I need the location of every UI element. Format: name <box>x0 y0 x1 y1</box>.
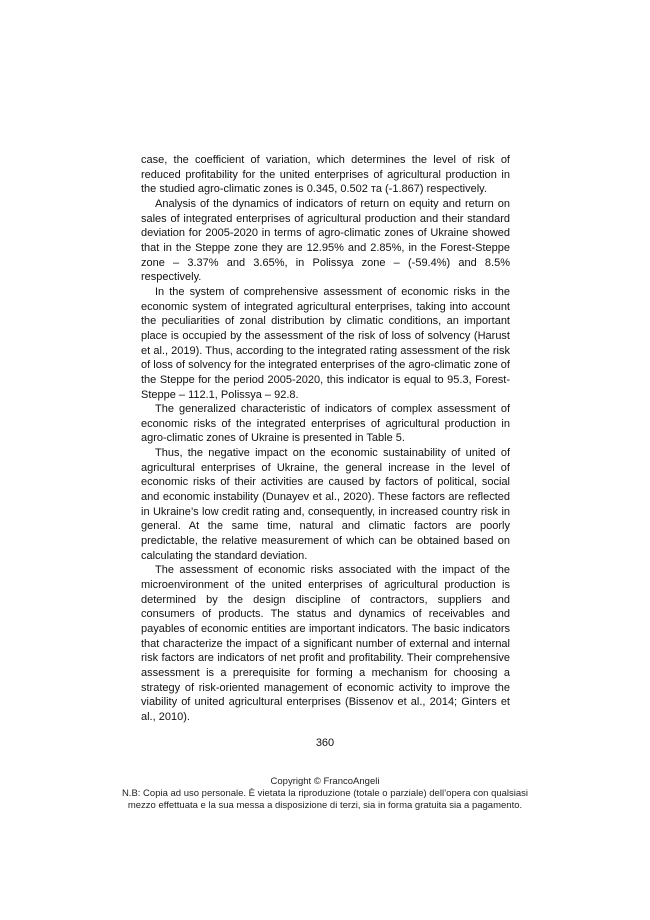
footer-copyright: Copyright © FrancoAngeli <box>270 776 380 787</box>
footer-notice-line-1: N.B: Copia ad uso personale. È vietata la riproduzione (totale o parziale) dell’opera con qualsiasi <box>121 788 529 799</box>
footer-notice-line-2: mezzo effettuata e la sua messa a disposizione di terzi, sia in forma gratuita sia a pagamento. <box>127 800 523 811</box>
paragraph-3: In the system of comprehensive assessment of economic risks in the economic system of integrated agricultural enterprises, taking into account the peculiarities of zonal distribution by climatic conditions, an important place is occupied by the assessment of the risk of loss of solvency (Harust et al., 2019). Thus, according to the integrated rating assessment of the risk of loss of solvency for the integrated enterprises of the agro-climatic zone of the Steppe for the period 2005-2020, this indicator is equal to 95.3, Forest-Steppe – 112.1, Polissya – 92.8. <box>141 285 510 401</box>
paragraph-1: case, the coefficient of variation, which determines the level of risk of reduced profitability for the united enterprises of agricultural production in the studied agro-climatic zones is 0.345, 0.502 та (-1.867) respectively. <box>141 154 510 196</box>
page-number: 360 <box>315 737 335 749</box>
paragraph-2: Analysis of the dynamics of indicators of return on equity and return on sales of integrated enterprises of agricultural production and their standard deviation for 2005-2020 in terms of agro-climatic zones of Ukraine showed that in the Steppe zone they are 12.95% and 2.85%, in the Forest-Steppe zone – 3.37% and 3.65%, in Polissya zone – (-59.4%) and 8.5% respectively. <box>141 197 510 284</box>
paragraph-4: The generalized characteristic of indicators of complex assessment of economic risks of the integrated enterprises of agricultural production in agro-climatic zones of Ukraine is presented in Table 5. <box>141 403 510 445</box>
footer <box>0 776 650 812</box>
paragraph-5: Thus, the negative impact on the economic sustainability of united of agricultural enterprises of Ukraine, the general increase in the level of economic risks of their activities are caused by factors of political, social and economic instability (Dunayev et al., 2020). These factors are reflected in Ukraine’s low credit rating and, consequently, in increased country risk in general. At the same time, natural and climatic factors are poorly predictable, the relative measurement of which can be obtained based on calculating the standard deviation. <box>141 447 510 562</box>
body-text <box>141 153 510 725</box>
paragraph-6: The assessment of economic risks associated with the impact of the microenvironment of the united enterprises of agricultural production is determined by the design discipline of contractors, suppliers and consumers of products. The status and dynamics of receivables and payables of economic entities are important indicators. The basic indicators that characterize the impact of a significant number of external and internal risk factors are indicators of net profit and profitability. Their comprehensive assessment is a prerequisite for forming a mechanism for choosing a strategy of risk-oriented management of economic activity to improve the viability of united agricultural enterprises (Bissenov et al., 2014; Ginters et al., 2010). <box>141 564 510 723</box>
